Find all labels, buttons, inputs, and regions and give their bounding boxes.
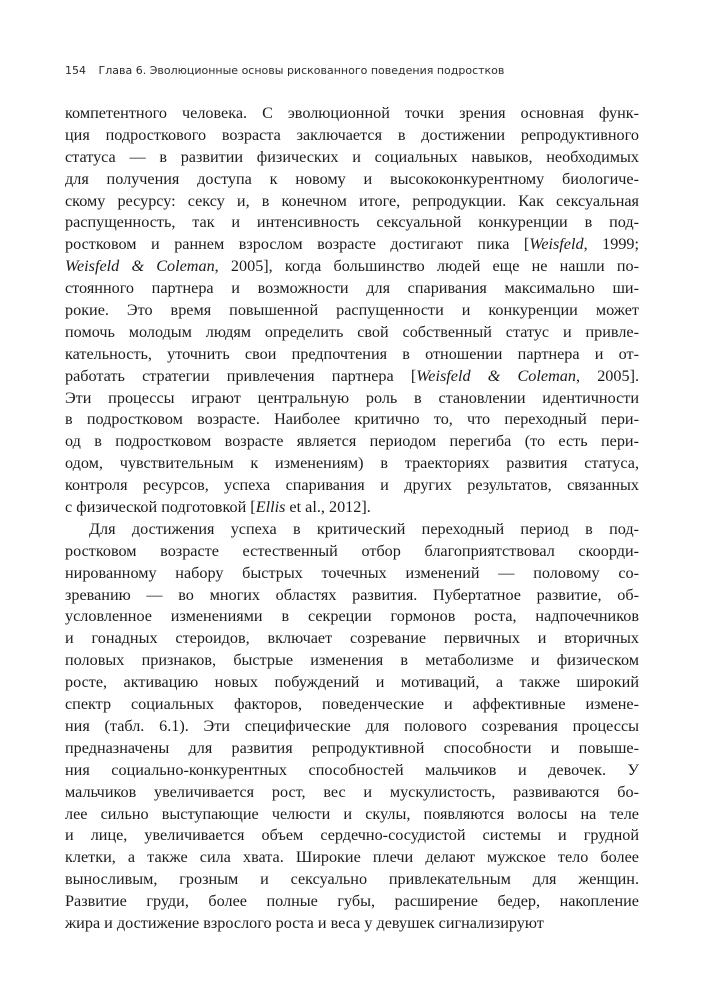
- text-run: стоянного партнера и возможности для спаривания максимально ши-: [65, 279, 639, 298]
- text-line: [65, 322, 639, 344]
- text-line: [65, 825, 639, 847]
- text-line: [65, 388, 639, 410]
- text-line: [65, 694, 639, 716]
- text-line: [65, 191, 639, 213]
- text-run: половых признаков, быстрые изменения в метаболизме и физическом: [65, 651, 639, 670]
- text-line: [65, 585, 639, 607]
- text-run: и лице, увеличивается объем сердечно-сосудистой системы и грудной: [65, 826, 639, 845]
- text-line: [65, 169, 639, 191]
- text-run: жира и достижение взрослого роста и веса у девушек сигнализируют: [65, 913, 544, 932]
- text-line: [65, 563, 639, 585]
- text-run: , 1999;: [583, 235, 640, 254]
- text-line: [65, 782, 639, 804]
- text-run: кательность, уточнить свои предпочтения в отношении партнера и от-: [65, 344, 639, 363]
- text-run: зреванию — во многих областях развития. Пубертатное развитие, об-: [65, 585, 639, 604]
- text-line: [65, 913, 639, 935]
- text-run: помочь молодым людям определить свой собственный статус и привле-: [65, 322, 639, 341]
- text-line: [65, 234, 639, 256]
- text-line: [65, 366, 639, 388]
- text-run: , 2005].: [575, 366, 640, 385]
- text-run: работать стратегии привлечения партнера [: [65, 366, 417, 385]
- text-run: условленное изменениями в секреции гормонов роста, надпочечников: [65, 607, 639, 626]
- text-run: ния социально-конкурентных способностей мальчиков и девочек. У: [65, 760, 639, 779]
- text-line: [65, 103, 639, 125]
- text-run: et al., 2012].: [285, 498, 371, 517]
- text-run: рокие. Это время повышенной распущенности и конкуренции может: [65, 301, 639, 320]
- text-run: Эти процессы играют центральную роль в становлении идентичности: [65, 388, 639, 407]
- text-run: скому ресурсу: сексу и, в конечном итоге, репродукции. Как сексуальная: [65, 191, 639, 210]
- text-line: [65, 519, 639, 541]
- text-run: контроля ресурсов, успеха спаривания и других результатов, связанных: [65, 476, 639, 495]
- text-line: [65, 300, 639, 322]
- text-run: распущенность, так и интенсивность сексуальной конкуренции в под-: [65, 213, 639, 232]
- text-line: [65, 847, 639, 869]
- text-line: [65, 760, 639, 782]
- text-run: нированному набору быстрых точечных изменений — половому со-: [65, 563, 639, 582]
- text-line: [65, 628, 639, 650]
- text-run: , 2005], когда большинство людей еще не нашли по-: [214, 257, 639, 276]
- page-number: 154: [65, 64, 86, 77]
- text-run: росте, активацию новых побуждений и мотиваций, а также широкий: [65, 673, 639, 692]
- text-run: ростковом возрасте естественный отбор благоприятствовал скоорди-: [65, 541, 639, 560]
- text-run: од в подростковом возрасте является периодом перегиба (то есть пери-: [65, 432, 639, 451]
- text-run: Для достижения успеха в критический переходный период в под-: [89, 519, 639, 538]
- text-run: ния (табл. 6.1). Эти специфические для полового созревания процессы: [65, 716, 639, 735]
- text-line: [65, 212, 639, 234]
- text-run: выносливым, грозным и сексуально привлекательным для женщин.: [65, 870, 639, 889]
- text-run: для получения доступа к новому и высококонкурентному биологиче-: [65, 169, 639, 188]
- running-title: Глава 6. Эволюционные основы рискованного поведения подростков: [98, 64, 505, 77]
- running-header: [65, 64, 645, 82]
- text-line: [65, 344, 639, 366]
- text-run: предназначены для развития репродуктивной способности и повыше-: [65, 738, 639, 757]
- text-line: [65, 891, 639, 913]
- citation-author: Ellis: [255, 498, 286, 517]
- text-line: [65, 475, 639, 497]
- text-line: [65, 147, 639, 169]
- text-run: с физической подготовкой [: [65, 498, 256, 517]
- text-run: лее сильно выступающие челюсти и скулы, появляются волосы на теле: [65, 804, 639, 823]
- text-run: и гонадных стероидов, включает созревание первичных и вторичных: [65, 629, 639, 648]
- text-run: компетентного человека. С эволюционной точки зрения основная функ-: [65, 104, 639, 122]
- text-line: [65, 672, 639, 694]
- text-line: [65, 650, 639, 672]
- text-run: ростковом и раннем взрослом возрасте достигают пика [: [65, 235, 530, 254]
- text-run: в подростковом возрасте. Наиболее критично то, что переходный пери-: [65, 410, 639, 429]
- text-run: ция подросткового возраста заключается в достижении репродуктивного: [65, 125, 639, 144]
- text-line: [65, 256, 639, 278]
- text-line: [65, 716, 639, 738]
- text-run: Развитие груди, более полные губы, расширение бедер, накопление: [65, 892, 639, 911]
- text-line: [65, 278, 639, 300]
- text-line: [65, 125, 639, 147]
- text-line: [65, 431, 639, 453]
- text-line: [65, 804, 639, 826]
- text-line: [65, 738, 639, 760]
- body-text: [65, 103, 639, 935]
- text-line: [65, 869, 639, 891]
- citation-author: Weisfeld & Coleman: [65, 257, 215, 276]
- citation-author: Weisfeld: [529, 235, 584, 254]
- text-line: [65, 497, 639, 519]
- text-run: мальчиков увеличивается рост, вес и мускулистость, развиваются бо-: [65, 782, 639, 801]
- text-run: одом, чувствительным к изменениям) в траекториях развития статуса,: [65, 454, 639, 473]
- text-line: [65, 409, 639, 431]
- text-run: статуса — в развитии физических и социальных навыков, необходимых: [65, 147, 639, 166]
- text-run: клетки, а также сила хвата. Широкие плечи делают мужское тело более: [65, 848, 639, 867]
- citation-author: Weisfeld & Coleman: [416, 366, 576, 385]
- text-line: [65, 453, 639, 475]
- text-line: [65, 606, 639, 628]
- text-line: [65, 541, 639, 563]
- text-run: спектр социальных факторов, поведенческие и аффективные измене-: [65, 695, 639, 714]
